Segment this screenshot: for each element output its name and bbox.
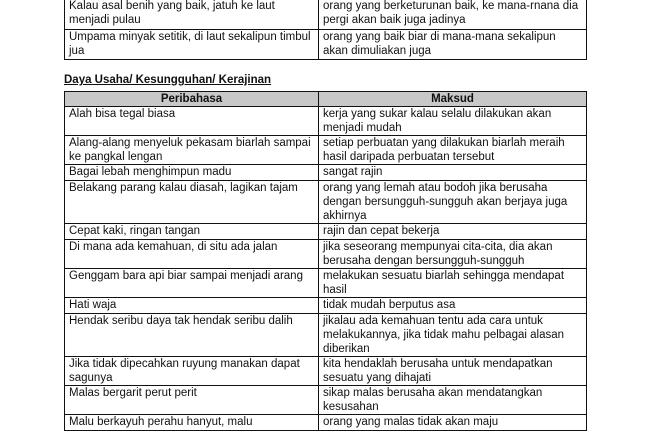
maksud-cell: jika seseorang mempunyai cita-cita, dia akan berusaha dengan bersungguh-sungguh (319, 240, 587, 269)
table-row (65, 181, 587, 224)
table-row (65, 107, 587, 136)
peribahasa-cell: Malas bergarit perut perit (65, 386, 319, 415)
table-row (65, 30, 587, 60)
table-row (65, 269, 587, 298)
table-header-row (65, 92, 587, 107)
peribahasa-cell: Kalau asal benih yang baik, jatuh ke laut menjadi pulau (65, 0, 319, 30)
top-proverb-table (64, 0, 587, 60)
table-row (65, 0, 587, 30)
maksud-cell: orang yang lemah atau bodoh jika berusaha dengan bersungguh-sungguh akan berjaya juga akhirnya (319, 181, 587, 224)
proverb-table (64, 91, 587, 431)
maksud-cell: jikalau ada kemahuan tentu ada cara untuk melakukannya, jika tidak mahu pelbagai alasan diberikan (319, 314, 587, 357)
peribahasa-cell: Hendak seribu daya tak hendak seribu dalih (65, 314, 319, 357)
table-row (65, 224, 587, 240)
maksud-cell: kita hendaklah berusaha untuk mendapatkan sesuatu yang dihajati (319, 357, 587, 386)
maksud-cell: rajin dan cepat bekerja (319, 224, 587, 240)
peribahasa-cell: Umpama minyak setitik, di laut sekalipun timbul jua (65, 30, 319, 60)
peribahasa-cell: Malu berkayuh perahu hanyut, malu (65, 415, 319, 431)
maksud-cell: setiap perbuatan yang dilakukan biarlah meraih hasil daripada perbuatan tersebut (319, 136, 587, 165)
peribahasa-cell: Hati waja (65, 298, 319, 314)
maksud-cell: tidak mudah berputus asa (319, 298, 587, 314)
column-header-peribahasa: Peribahasa (65, 92, 319, 107)
table-row (65, 357, 587, 386)
peribahasa-cell: Di mana ada kemahuan, di situ ada jalan (65, 240, 319, 269)
peribahasa-cell: Alah bisa tegal biasa (65, 107, 319, 136)
maksud-cell: orang yang baik biar di mana-mana sekalipun akan dimuliakan juga (319, 30, 587, 60)
table-row (65, 136, 587, 165)
peribahasa-cell: Genggam bara api biar sampai menjadi arang (65, 269, 319, 298)
table-row (65, 165, 587, 181)
table-row (65, 240, 587, 269)
maksud-cell: kerja yang sukar kalau selalu dilakukan akan menjadi mudah (319, 107, 587, 136)
table-row (65, 386, 587, 415)
peribahasa-cell: Alang-alang menyeluk pekasam biarlah sampai ke pangkal lengan (65, 136, 319, 165)
table-row (65, 314, 587, 357)
table-row (65, 415, 587, 431)
table-row (65, 298, 587, 314)
peribahasa-cell: Cepat kaki, ringan tangan (65, 224, 319, 240)
peribahasa-cell: Jika tidak dipecahkan ruyung manakan dapat sagunya (65, 357, 319, 386)
peribahasa-cell: Bagai lebah menghimpun madu (65, 165, 319, 181)
maksud-cell: sangat rajin (319, 165, 587, 181)
section-title: Daya Usaha/ Kesungguhan/ Kerajinan (64, 74, 272, 86)
maksud-cell: melakukan sesuatu biarlah sehingga mendapat hasil (319, 269, 587, 298)
column-header-maksud: Maksud (319, 92, 587, 107)
maksud-cell: sikap malas berusaha akan mendatangkan kesusahan (319, 386, 587, 415)
maksud-cell: orang yang malas tidak akan maju (319, 415, 587, 431)
peribahasa-cell: Belakang parang kalau diasah, lagikan tajam (65, 181, 319, 224)
maksud-cell: orang yang berketurunan baik, ke mana-rnana dia pergi akan baik juga jadinya (319, 0, 587, 30)
